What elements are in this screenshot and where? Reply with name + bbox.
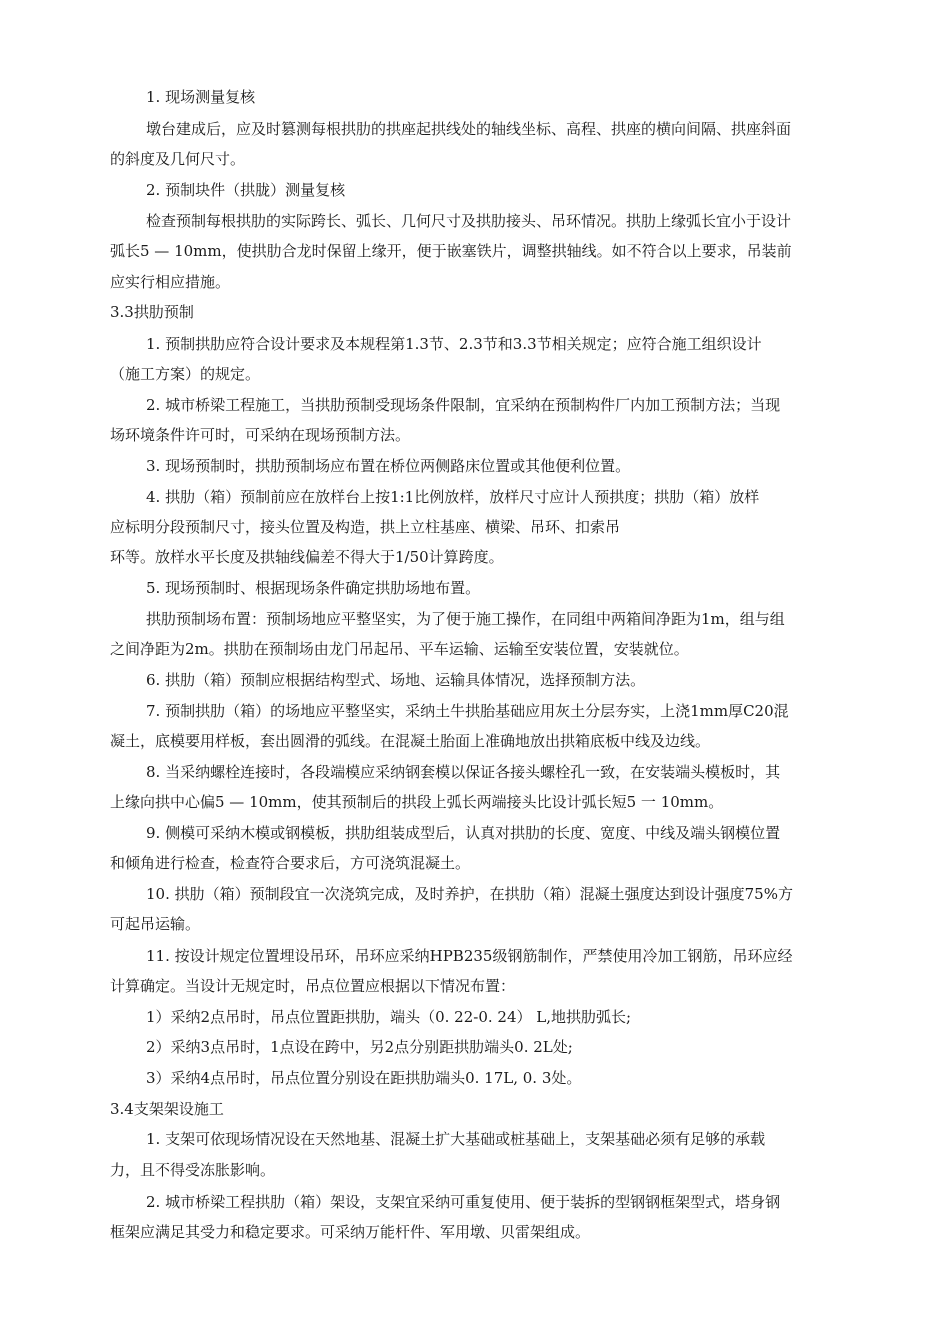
text-line: 1. 预制拱肋应符合设计要求及本规程第1.3节、2.3节和3.3节相关规定；应符合施工组织设计 (146, 335, 762, 353)
text-line: 力，且不得受冻胀影响。 (110, 1161, 276, 1179)
text-line: 检查预制每根拱肋的实际跨长、弧长、几何尺寸及拱肋接头、吊环情况。拱肋上缘弧长宜小于设计 (146, 212, 792, 230)
text-line: 弧长5 — 10mm，使拱肋合龙时保留上缘开，便于嵌塞铁片，调整拱轴线。如不符合以上要求，吊装前 (110, 242, 792, 260)
text-line: 9. 侧模可采纳木模或钢模板，拱肋组装成型后，认真对拱肋的长度、宽度、中线及端头钢模位置 (146, 824, 781, 842)
section-heading: 3.4支架架设施工 (110, 1100, 224, 1118)
text-line: 上缘向拱中心偏5 — 10mm，使其预制后的拱段上弧长两端接头比设计弧长短5 一 10mm。 (110, 793, 724, 811)
text-line: 4. 拱肋（箱）预制前应在放样台上按1:1比例放样，放样尺寸应计人预拱度；拱肋（箱）放样 (146, 488, 760, 506)
text-line: 8. 当采纳螺栓连接时，各段端模应采纳钢套模以保证各接头螺栓孔一致，在安装端头模板时，其 (146, 763, 781, 781)
text-line: 3）采纳4点吊时，吊点位置分别设在距拱肋端头0. 17L, 0. 3处。 (146, 1069, 582, 1087)
text-line: 7. 预制拱肋（箱）的场地应平整坚实，采纳土牛拱胎基础应用灰土分层夯实，上浇1mm厚C20混 (146, 702, 789, 720)
text-line: 之间净距为2m。拱肋在预制场由龙门吊起吊、平车运输、运输至安装位置，安装就位。 (110, 640, 689, 658)
text-line: 2. 城市桥梁工程施工，当拱肋预制受现场条件限制，宜采纳在预制构件厂内加工预制方法；当现 (146, 396, 781, 414)
text-line: 1）采纳2点吊时，吊点位置距拱肋，端头（0. 22-0. 24） L,地拱肋弧长; (146, 1008, 632, 1026)
text-line: 场环境条件许可时，可采纳在现场预制方法。 (110, 426, 411, 444)
text-line: 的斜度及几何尺寸。 (110, 150, 246, 168)
text-line: 应标明分段预制尺寸，接头位置及构造，拱上立柱基座、横梁、吊环、扣索吊 (110, 518, 621, 536)
text-line: 拱肋预制场布置：预制场地应平整坚实，为了便于施工操作，在同组中两箱间净距为1m，组与组 (146, 610, 785, 628)
text-line: 计算确定。当设计无规定时，吊点位置应根据以下情况布置： (110, 977, 516, 995)
text-line: 框架应满足其受力和稳定要求。可采纳万能杆件、军用墩、贝雷架组成。 (110, 1223, 591, 1241)
text-line: 10. 拱肋（箱）预制段宜一次浇筑完成，及时养护，在拱肋（箱）混凝土强度达到设计强度75%方 (146, 885, 793, 903)
text-line: 6. 拱肋（箱）预制应根据结构型式、场地、运输具体情况，选择预制方法。 (146, 671, 646, 689)
text-line: 3. 现场预制时，拱肋预制场应布置在桥位两侧路床位置或其他便利位置。 (146, 457, 631, 475)
text-line: 和倾角进行检查，检查符合要求后，方可浇筑混凝土。 (110, 854, 471, 872)
text-line: 2. 预制块件（拱胧）测量复核 (146, 181, 346, 199)
text-line: 2. 城市桥梁工程拱肋（箱）架设，支架宜采纳可重复使用、便于装拆的型钢钢框架型式，塔身钢 (146, 1193, 781, 1211)
text-line: 墩台建成后，应及时篡测每根拱肋的拱座起拱线处的轴线坐标、高程、拱座的横向间隔、拱座斜面 (146, 120, 792, 138)
text-line: 1. 支架可依现场情况设在天然地基、混凝土扩大基础或桩基础上，支架基础必须有足够的承载 (146, 1130, 766, 1148)
text-line: 11. 按设计规定位置埋设吊环，吊环应采纳HPB235级钢筋制作，严禁使用冷加工钢筋，吊环应经 (146, 947, 793, 965)
text-line: 凝土，底模要用样板，套出圆滑的弧线。在混凝土胎面上准确地放出拱箱底板中线及边线。 (110, 732, 711, 750)
text-line: 环等。放样水平长度及拱轴线偏差不得大于1/50计算跨度。 (110, 548, 504, 566)
text-line: 1. 现场测量复核 (146, 88, 256, 106)
text-line: 应实行相应措施。 (110, 273, 231, 291)
text-line: 2）采纳3点吊时，1点设在跨中，另2点分别距拱肋端头0. 2L处; (146, 1038, 573, 1056)
text-line: （施工方案）的规定。 (110, 365, 261, 383)
text-line: 可起吊运输。 (110, 915, 201, 933)
section-heading: 3.3拱肋预制 (110, 303, 194, 321)
text-line: 5. 现场预制时、根据现场条件确定拱肋场地布置。 (146, 579, 481, 597)
